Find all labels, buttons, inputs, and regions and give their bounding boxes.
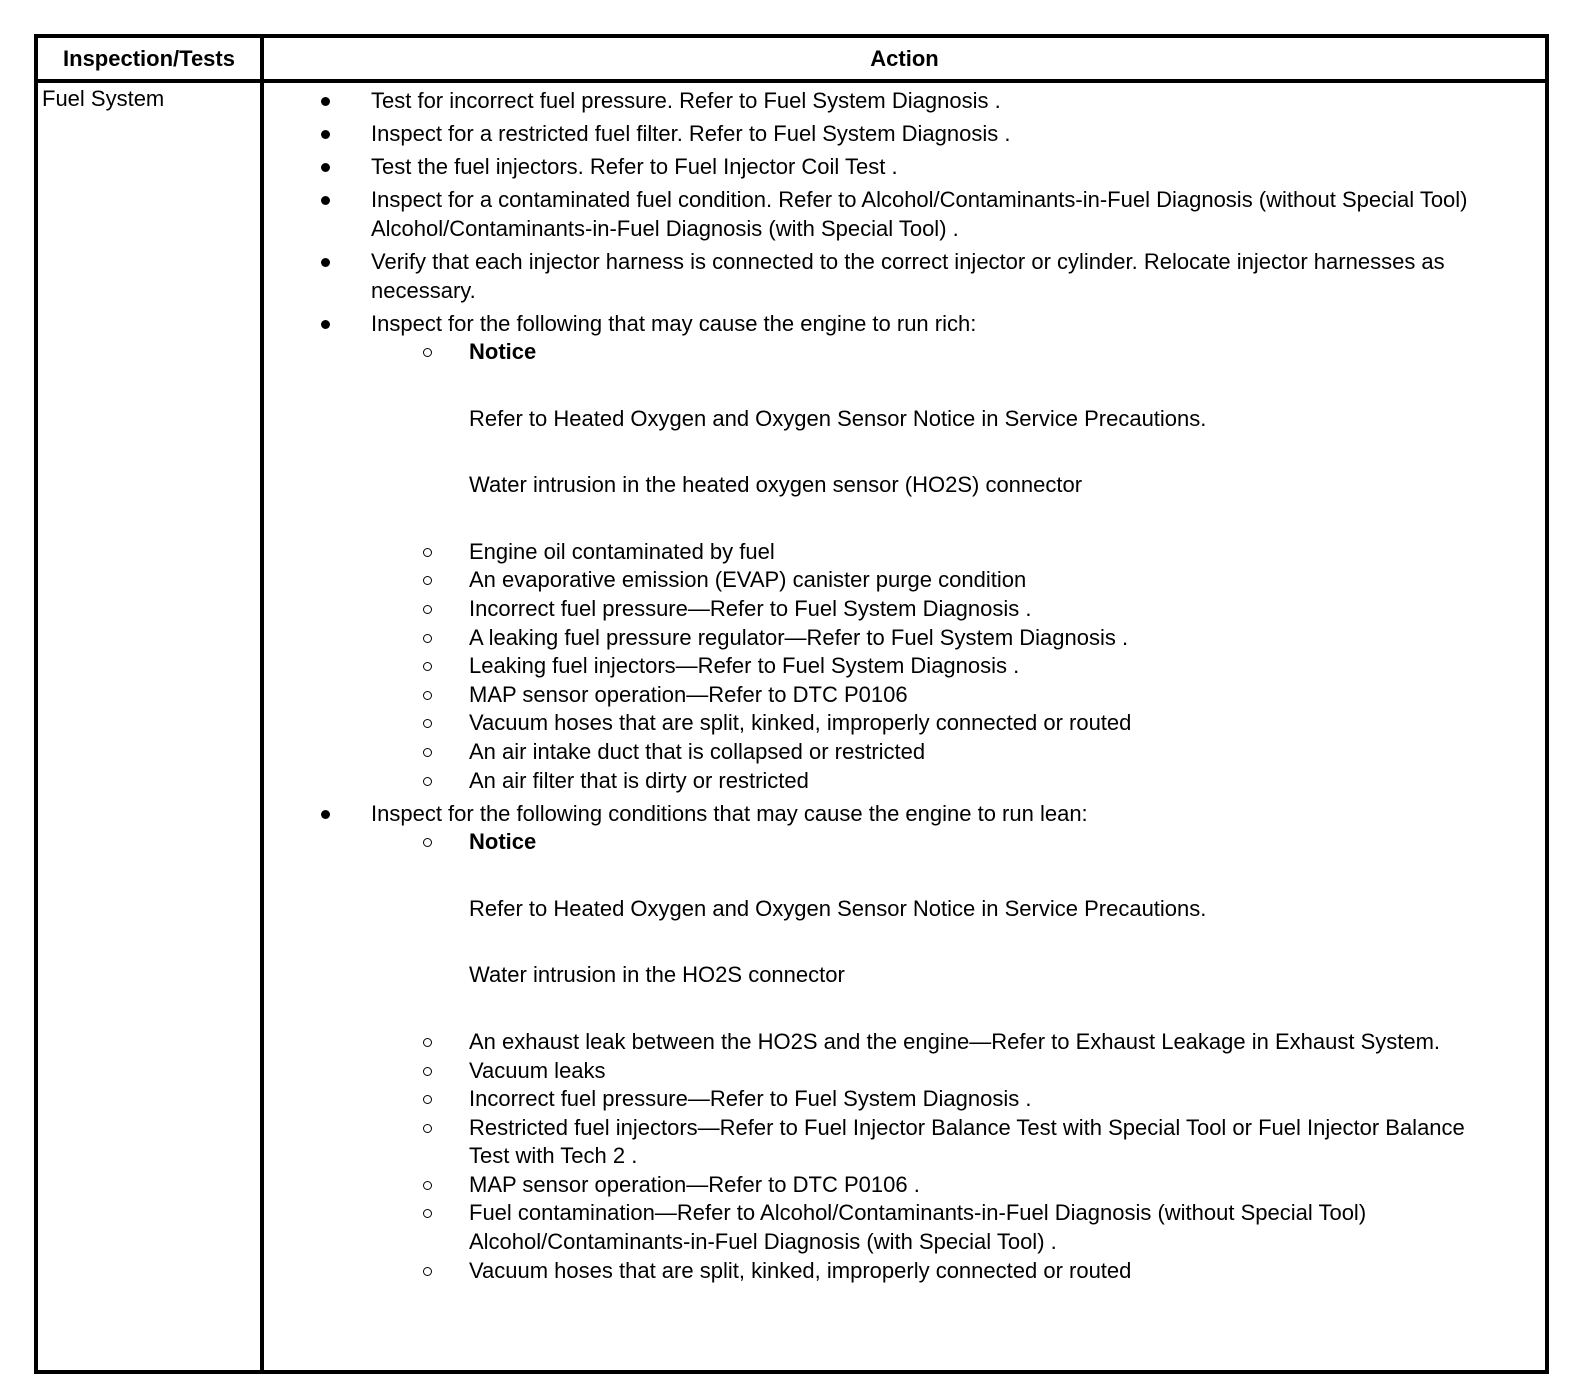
action-item-rich-conditions [264, 309, 1545, 795]
condition-item [264, 709, 1505, 738]
sub-bullet-icon [423, 691, 432, 700]
header-inspection-tests: Inspection/Tests [63, 46, 235, 71]
action-item-lean-conditions [264, 799, 1545, 1285]
bullet-icon [321, 320, 330, 329]
action-text: Inspect for a contaminated fuel condition. Refer to Alcohol/Contaminants-in-Fuel Diagnosis (without Special Tool) Alcohol/Contaminants-in-Fuel Diagnosis (with Special Tool) . [371, 187, 1468, 241]
notice-body: Refer to Heated Oxygen and Oxygen Sensor Notice in Service Precautions. [469, 405, 1207, 431]
header-action: Action [870, 46, 939, 71]
cell-actions [264, 86, 1545, 1289]
sub-bullet-icon [423, 719, 432, 728]
condition-text: Vacuum leaks [469, 1057, 606, 1083]
sub-bullet-icon [423, 1067, 432, 1076]
action-text: Inspect for the following that may cause the engine to run rich: [371, 311, 977, 336]
action-text: Test for incorrect fuel pressure. Refer to Fuel System Diagnosis . [371, 88, 1001, 113]
condition-text: MAP sensor operation—Refer to DTC P0106 . [469, 1171, 920, 1197]
condition-item [264, 738, 1505, 767]
condition-item [264, 1171, 1505, 1200]
condition-item [264, 652, 1505, 681]
sub-bullet-icon [423, 838, 432, 847]
action-text: Verify that each injector harness is connected to the correct injector or cylinder. Relocate injector harnesses as necessary. [371, 249, 1445, 303]
condition-item [264, 538, 1505, 567]
sub-bullet-icon [423, 1038, 432, 1047]
bullet-icon [321, 97, 330, 106]
sub-bullet-icon [423, 605, 432, 614]
condition-item [264, 624, 1505, 653]
condition-text: An exhaust leak between the HO2S and the engine—Refer to Exhaust Leakage in Exhaust System. [469, 1028, 1441, 1054]
sub-bullet-icon [423, 748, 432, 757]
notice-body: Refer to Heated Oxygen and Oxygen Sensor Notice in Service Precautions. [469, 895, 1207, 921]
sub-bullet-icon [423, 777, 432, 786]
condition-item [264, 681, 1505, 710]
condition-item [264, 767, 1505, 796]
action-text: Inspect for a restricted fuel filter. Refer to Fuel System Diagnosis . [371, 121, 1011, 146]
action-text: Inspect for the following conditions that may cause the engine to run lean: [371, 801, 1088, 827]
bullet-icon [321, 130, 330, 139]
condition-text: Leaking fuel injectors—Refer to Fuel System Diagnosis . [469, 653, 1020, 679]
sub-bullet-icon [423, 576, 432, 585]
sub-bullet-icon [423, 1181, 432, 1190]
action-item [264, 185, 1545, 243]
condition-text: A leaking fuel pressure regulator—Refer to Fuel System Diagnosis . [469, 624, 1129, 650]
condition-text: An air intake duct that is collapsed or restricted [469, 738, 926, 764]
condition-text: Restricted fuel injectors—Refer to Fuel Injector Balance Test with Special Tool or Fuel Injector Balance Test with Tech 2 . [469, 1114, 1465, 1169]
condition-text: Vacuum hoses that are split, kinked, improperly connected or routed [469, 710, 1132, 736]
sub-bullet-icon [423, 662, 432, 671]
sub-bullet-icon [423, 1267, 432, 1276]
condition-text: Incorrect fuel pressure—Refer to Fuel System Diagnosis . [469, 595, 1032, 621]
condition-item [264, 1114, 1505, 1171]
sub-bullet-icon [423, 634, 432, 643]
sub-bullet-icon [423, 548, 432, 557]
condition-item [264, 1257, 1505, 1286]
condition-text: An evaporative emission (EVAP) canister purge condition [469, 567, 1027, 593]
action-text: Test the fuel injectors. Refer to Fuel Injector Coil Test . [371, 154, 898, 179]
action-item [264, 119, 1545, 148]
sub-bullet-icon [423, 348, 432, 357]
bullet-icon [321, 810, 330, 819]
condition-text: Fuel contamination—Refer to Alcohol/Contaminants-in-Fuel Diagnosis (without Special Tool) Alcohol/Contaminants-in-Fuel Diagnosis (with Special Tool) . [469, 1200, 1367, 1255]
action-item [264, 152, 1545, 181]
condition-text: An air filter that is dirty or restricted [469, 767, 809, 793]
condition-item [264, 1085, 1505, 1114]
condition-item [264, 1057, 1505, 1086]
sub-bullet-icon [423, 1124, 432, 1133]
bullet-icon [321, 163, 330, 172]
action-list [264, 86, 1545, 1285]
notice-item-text: Water intrusion in the heated oxygen sensor (HO2S) connector [469, 472, 1083, 498]
notice-title: Notice [469, 339, 537, 364]
condition-text: MAP sensor operation—Refer to DTC P0106 [469, 681, 908, 707]
bullet-icon [321, 258, 330, 267]
bullet-icon [321, 196, 330, 205]
cell-inspection-name: Fuel System [42, 86, 165, 111]
lean-conditions-list [371, 828, 1505, 1285]
sub-bullet-icon [423, 1095, 432, 1104]
condition-item [264, 1028, 1505, 1057]
action-item [264, 247, 1545, 305]
condition-item [264, 566, 1505, 595]
condition-item [264, 1199, 1505, 1256]
rich-conditions-list [371, 338, 1505, 795]
condition-text: Vacuum hoses that are split, kinked, improperly connected or routed [469, 1257, 1132, 1283]
inspection-table [34, 34, 1549, 1374]
condition-text: Incorrect fuel pressure—Refer to Fuel System Diagnosis . [469, 1086, 1032, 1112]
notice-title: Notice [469, 829, 537, 855]
sub-bullet-icon [423, 1209, 432, 1218]
notice-item [264, 828, 1505, 990]
condition-item [264, 595, 1505, 624]
notice-item [264, 338, 1505, 500]
condition-text: Engine oil contaminated by fuel [469, 538, 775, 564]
notice-item-text: Water intrusion in the HO2S connector [469, 962, 845, 988]
action-item [264, 86, 1545, 115]
table-header-row [38, 38, 1545, 83]
